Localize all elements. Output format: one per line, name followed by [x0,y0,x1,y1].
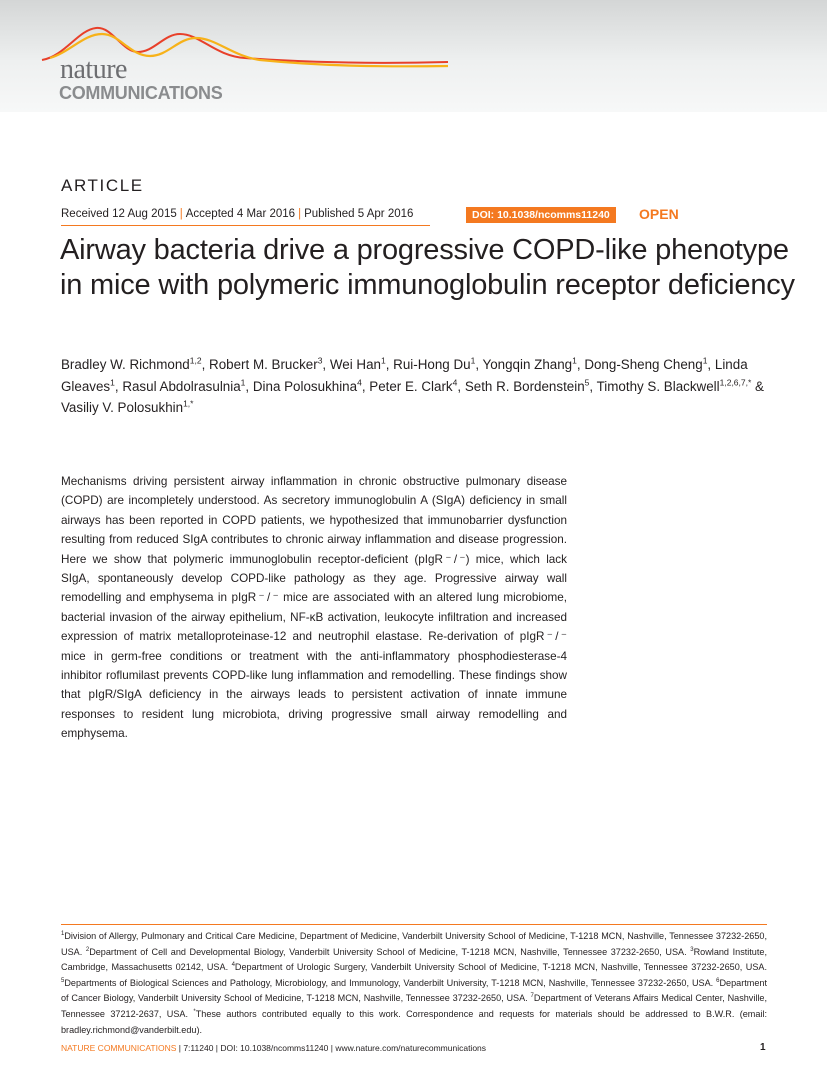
footer-journal-name: NATURE COMMUNICATIONS [61,1043,177,1053]
author-separator: , [361,378,370,394]
affiliation-entry [61,978,716,988]
author-entry [122,379,253,394]
author-name: Seth R. Bordenstein [464,378,585,394]
author-entry [369,379,465,394]
author-entry [483,357,585,372]
author-separator: , [589,378,597,394]
author-separator: , [707,357,715,372]
author-list [61,354,781,419]
affiliation-number: * [193,1008,196,1015]
page-footer [61,1043,486,1053]
author-affiliation-marker: 1 [240,377,246,388]
date-separator: | [298,208,302,220]
affiliation-text: Departments of Biological Sciences and Pathology, Microbiology, and Immunology, Vanderbilt University, T-1218 MCN, Nashville, Tennessee 37232-2650, USA. [64,977,717,988]
author-affiliation-marker: 1 [380,355,386,366]
journal-header-band [0,0,827,112]
affiliation-number: 6 [716,977,720,984]
affiliation-entry [232,962,767,972]
date-separator: | [179,208,183,220]
article-type-label: ARTICLE [61,176,144,195]
author-entry [465,379,597,394]
author-entry [209,357,330,372]
footer-citation: | 7:11240 | DOI: 10.1038/ncomms11240 | www.nature.com/naturecommunications [176,1043,487,1053]
author-affiliation-marker: 1 [110,377,115,388]
affiliation-number: 2 [85,946,90,953]
author-separator: , [457,378,465,394]
accepted-date: Accepted 4 Mar 2016 [185,208,296,220]
affiliation-number: 4 [231,962,235,969]
author-separator: , [322,357,330,372]
dates-divider [61,225,430,226]
affiliations [61,929,767,1038]
open-access-label: OPEN [639,206,679,222]
author-name: Dong-Sheng Cheng [584,357,703,372]
author-affiliation-marker: 5 [584,377,590,388]
author-separator: , [385,357,394,372]
affiliation-text: Rowland Institute, Cambridge, Massachusetts 02142, USA. [61,946,767,973]
affiliation-number: 5 [61,977,65,984]
author-affiliation-marker: 1 [470,355,476,366]
author-entry [61,400,193,415]
author-entry [393,357,482,372]
author-entry [597,379,764,394]
author-affiliation-marker: 1 [702,355,708,366]
author-separator: & [751,378,764,394]
author-name: Timothy S. Blackwell [596,378,720,394]
affiliation-text: Department of Urologic Surgery, Vanderbilt University School of Medicine, T-1218 MCN, Nashville, Tennessee 37232-2650, USA. [234,962,767,973]
author-separator: , [201,357,210,372]
author-separator: , [475,357,483,372]
article-title: Airway bacteria drive a progressive COPD-like phenotype in mice with polymeric immunoglobulin receptor deficiency [60,234,795,301]
author-name: Rasul Abdolrasulnia [122,378,241,394]
affiliations-divider [61,924,767,925]
author-name: Rui-Hong Du [393,357,471,372]
author-name: Vasiliy V. Polosukhin [61,400,184,415]
logo-nature-text: nature [60,54,127,85]
author-separator: , [576,357,585,372]
author-affiliation-marker: 1,2,6,7,* [719,377,752,388]
author-affiliation-marker: 1,* [183,398,194,409]
author-name: Peter E. Clark [369,378,453,394]
author-separator: , [245,378,253,394]
author-entry [61,357,209,372]
author-name: Linda Gleaves [61,357,748,394]
page-number: 1 [760,1042,766,1053]
author-name: Yongqin Zhang [482,357,573,372]
affiliation-number: 1 [61,930,65,937]
author-entry [584,357,715,372]
author-name: Dina Polosukhina [252,378,358,394]
publication-dates [61,208,413,220]
affiliation-number: 3 [690,946,694,953]
author-affiliation-marker: 3 [317,355,323,366]
author-affiliation-marker: 4 [357,377,362,388]
affiliation-text: Department of Cancer Biology, Vanderbilt University School of Medicine, T-1218 MCN, Nashville, Tennessee 37232-2650, USA. [61,977,767,1004]
affiliation-text: These authors contributed equally to this work. Correspondence and requests for materials should be addressed to B.W.R. (email: bradley.richmond@vanderbilt.edu). [61,1008,767,1035]
affiliation-entry [86,947,690,957]
author-name: Robert M. Brucker [209,357,318,372]
author-affiliation-marker: 1,2 [189,355,202,366]
author-name: Wei Han [329,357,381,372]
affiliation-text: Department of Veterans Affairs Medical Center, Nashville, Tennessee 37212-2637, USA. [61,993,767,1019]
author-separator: , [114,378,123,394]
affiliation-text: Department of Cell and Developmental Biology, Vanderbilt University School of Medicine, T-1218 MCN, Nashville, Tennessee 37232-2650, USA. [89,946,691,957]
author-affiliation-marker: 4 [452,377,458,388]
author-entry [330,357,393,372]
published-date: Published 5 Apr 2016 [304,208,414,220]
doi-badge[interactable]: DOI: 10.1038/ncomms11240 [466,207,616,223]
abstract: Mechanisms driving persistent airway inflammation in chronic obstructive pulmonary disease (COPD) are incompletely understood. As secretory immunoglobulin A (SIgA) deficiency in small airways has been reported in COPD patients, we hypothesized that immunobarrier dysfunction resulting from reduced SIgA contributes to chronic airway inflammation and disease progression. Here we show that polymeric immunoglobulin receptor-deficient (pIgR ⁻ / ⁻) mice, which lack SIgA, spontaneously develop COPD-like pathology as they age. Progressive airway wall remodelling and emphysema in pIgR ⁻ / ⁻ mice are associated with an altered lung microbiome, bacterial invasion of the airway epithelium, NF-κB activation, leukocyte infiltration and increased expression of matrix metalloproteinase-12 and neutrophil elastase. Re-derivation of pIgR ⁻ / ⁻ mice in germ-free conditions or treatment with the anti-inflammatory phosphodiesterase-4 inhibitor roflumilast prevents COPD-like lung inflammation and remodelling. These findings show that pIgR/SIgA deficiency in the airways leads to persistent activation of innate immune responses to resident lung microbiota, driving progressive small airway remodelling and emphysema. [61,475,567,741]
received-date: Received 12 Aug 2015 [61,208,177,220]
logo-communications-text: COMMUNICATIONS [59,83,223,103]
author-name: Bradley W. Richmond [61,357,190,372]
affiliation-text: Division of Allergy, Pulmonary and Critical Care Medicine, Department of Medicine, Vanderbilt University School of Medicine, T-1218 MCN, Nashville, Tennessee 37232-2650, USA. [61,931,767,957]
affiliation-number: 7 [530,993,534,1000]
author-entry [253,379,369,394]
author-affiliation-marker: 1 [572,355,577,366]
